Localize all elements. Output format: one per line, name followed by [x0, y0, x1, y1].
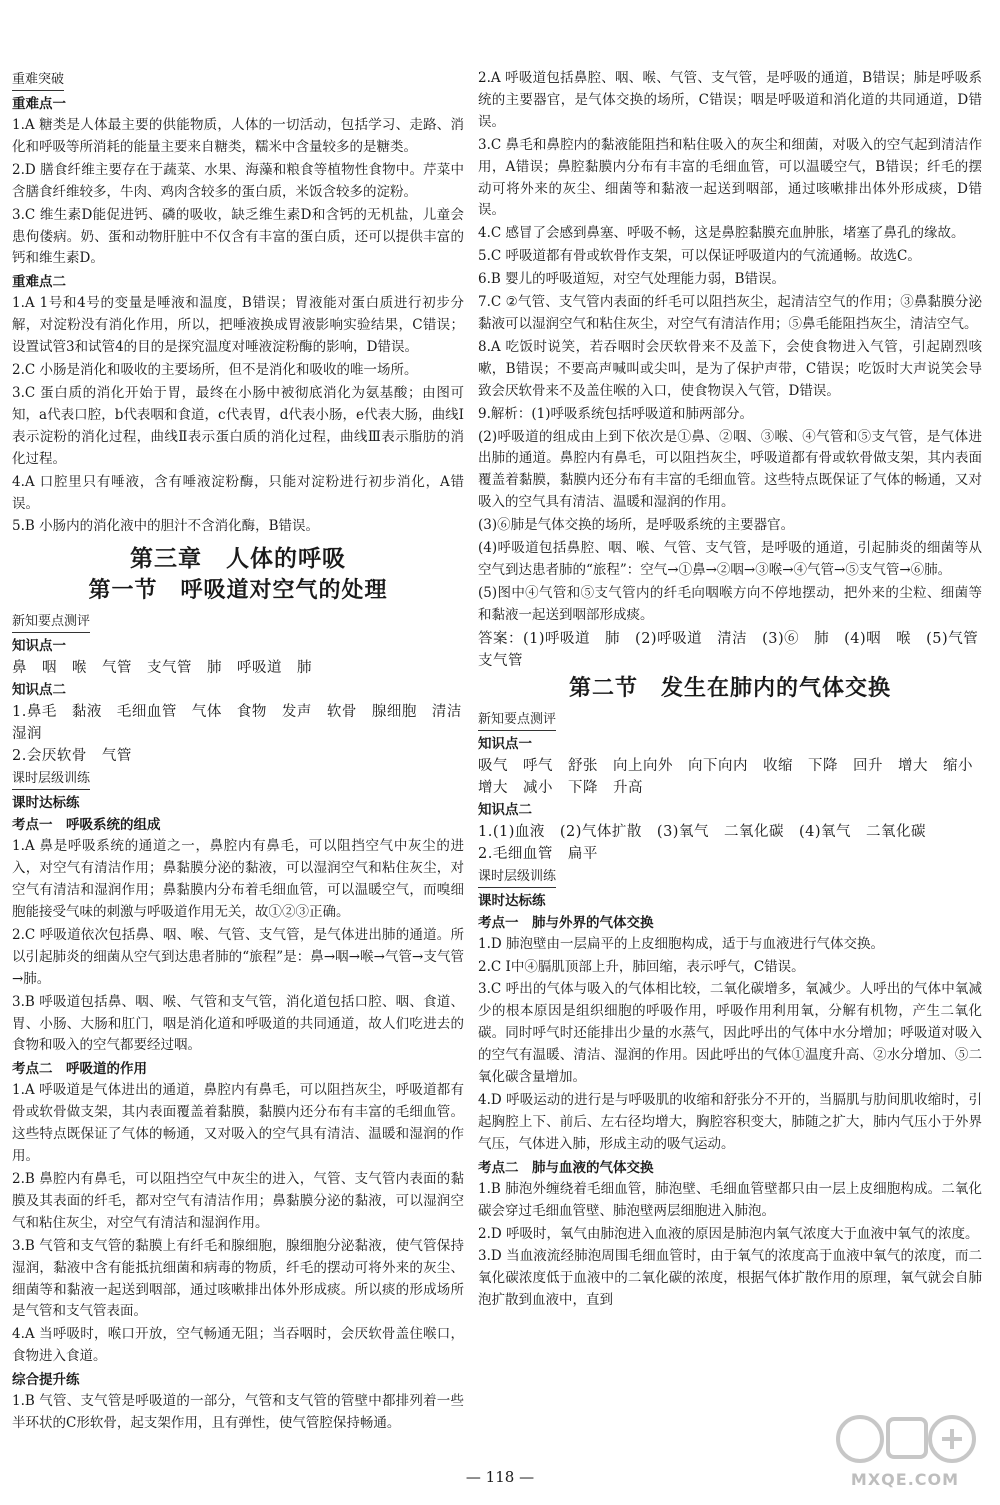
- answer-item: (5)图中④气管和⑤支气管内的纤毛向咽喉方向不停地摆动，把外来的尘粒、细菌等和黏液一起送到咽部形成痰。: [478, 584, 982, 623]
- answer-item: 2.B 鼻腔内有鼻毛，可以阻挡空气中灰尘的进入，气管、支气管内表面的黏膜及其表面的纤毛，都对空气有清洁作用；鼻黏膜分泌的黏液，可以湿润空气和粘住灰尘，对空气有清洁和湿润作用。: [12, 1171, 464, 1231]
- watermark-text: MXQE.COM: [850, 1470, 960, 1489]
- answer-line: 鼻 咽 喉 气管 支气管 肺 呼吸道 肺: [12, 660, 312, 677]
- answer-item: 2.C 呼吸道依次包括鼻、咽、喉、气管、支气管，是气体进出肺的通道。所以引起肺炎的细菌从空气到达患者肺的“旅程”是：鼻→咽→喉→气管→支气管→肺。: [12, 926, 464, 987]
- answer-item: 1.A 1号和4号的变量是唾液和温度，B错误；胃液能对蛋白质进行初步分解，对淀粉没有消化作用，所以，把唾液换成胃液影响实验结果，C错误；设置试管3和试管4的目的是探究温度对唾液淀粉酶的影响，D错误。: [12, 295, 464, 356]
- answer-item: (4)呼吸道包括鼻腔、咽、喉、气管、支气管，是呼吸的通道，引起肺炎的细菌等从空气到达患者肺的“旅程”：空气→①鼻→②咽→③喉→④气管→⑤支气管→⑥肺。: [478, 540, 982, 578]
- section-heading: 课时达标练: [12, 795, 80, 812]
- answer-item: 2.D 膳食纤维主要存在于蔬菜、水果、海藻和粮食等植物性食物中。芹菜中含膳食纤维较多，牛肉、鸡肉含较多的蛋白质，米饭含较多的淀粉。: [12, 161, 464, 200]
- answer-item: 9.解析：(1)呼吸系统包括呼吸道和肺两部分。: [478, 405, 754, 422]
- answer-item: 3.D 当血液流经肺泡周围毛细血管时，由于氧气的浓度高于血液中氧气的浓度，而二氧化碳浓度低于血液中的二氧化碳的浓度，根据气体扩散作用的原理，氧气就会自肺泡扩散到血液中，直到: [478, 1248, 982, 1309]
- answer-item: 8.A 吃饭时说笑，若吞咽时会厌软骨来不及盖下，会使食物进入气管，引起剧烈咳嗽，B错误；不要高声喊叫或尖叫，是为了保护声带，C错误；吃饭时大声说笑会导致会厌软骨来不及盖住喉的入口，使食物误入气管，D错误。: [478, 338, 982, 399]
- watermark-logo: [830, 1411, 980, 1489]
- section-tag: 课时层级训练: [12, 769, 90, 790]
- left-column: [12, 68, 477, 1436]
- answer-item: 2.C Ⅰ中④膈肌顶部上升，肺回缩，表示呼气，C错误。: [478, 958, 805, 975]
- answer-item: 2.D 呼吸时，氧气由肺泡进入血液的原因是肺泡内氧气浓度大于血液中氧气的浓度。: [478, 1225, 979, 1242]
- answer-item: 1.B 气管、支气管是呼吸道的一部分，气管和支气管的管壁中都排列着一些半环状的C形软骨，起支架作用，且有弹性，使气管腔保持畅通。: [12, 1393, 464, 1432]
- section-heading: 重难点二: [12, 274, 66, 291]
- answer-item: 2.A 呼吸道包括鼻腔、咽、喉、气管、支气管，是呼吸的通道，B错误；肺是呼吸系统的主要器官，是气体交换的场所，C错误；咽是呼吸道和消化道的共同通道，D错误。: [478, 70, 982, 130]
- answer-item: 7.C ②气管、支气管内表面的纤毛可以阻挡灰尘，起清洁空气的作用；③鼻黏膜分泌黏液可以湿润空气和粘住灰尘，对空气有清洁作用；⑤鼻毛能阻挡灰尘，清洁空气。: [478, 294, 982, 332]
- answer-line: 2.毛细血管 扁平: [478, 845, 598, 862]
- section-heading: 知识点二: [12, 682, 66, 699]
- answer-item: 4.C 感冒了会感到鼻塞、呼吸不畅，这是鼻腔黏膜充血肿胀，堵塞了鼻孔的缘故。: [478, 225, 965, 242]
- answer-item: 2.C 小肠是消化和吸收的主要场所，但不是消化和吸收的唯一场所。: [12, 362, 418, 379]
- section-heading: 知识点一: [478, 735, 532, 752]
- answer-line: 吸气 呼气 舒张 向上向外 向下向内 收缩 下降 回升 增大 缩小 增大 减小 下降 升高: [478, 757, 988, 796]
- chapter-title: 第三章 人体的呼吸: [130, 546, 346, 573]
- section-heading: 考点一 肺与外界的气体交换: [478, 914, 654, 931]
- answer-item: 3.B 呼吸道包括鼻、咽、喉、气管和支气管，消化道包括口腔、咽、食道、胃、小肠、大肠和肛门，咽是消化道和呼吸道的共同通道，故人们吃进去的食物和吸入的空气都要经过咽。: [12, 993, 464, 1054]
- answer-item: 4.A 当呼吸时，喉口开放，空气畅通无阻；当吞咽时，会厌软骨盖住喉口，食物进入食道。: [12, 1326, 464, 1365]
- answer-item: 3.C 蛋白质的消化开始于胃，最终在小肠中被彻底消化为氨基酸；由图可知，a代表口腔，b代表咽和食道，c代表胃，d代表小肠，e代表大肠，曲线Ⅰ表示淀粉的消化过程，曲线Ⅱ表示蛋白质的消化过程，曲线Ⅲ表示脂肪的消化过程。: [12, 384, 464, 467]
- answer-line: 答案：(1)呼吸道 肺 (2)呼吸道 清洁 (3)⑥ 肺 (4)咽 喉 (5)气管 支气管: [478, 630, 994, 669]
- answer-item: (2)呼吸道的组成由上到下依次是①鼻、②咽、③喉、④气管和⑤支气管，是气体进出肺的通道。鼻腔内有鼻毛，可以阻挡灰尘，呼吸道都有骨或软骨做支架，其内表面覆盖着黏膜，黏膜内还分布有丰富的毛细血管。这些特点既保证了气体的畅通，又对吸入的空气具有清洁、温暖和湿润的作用。: [478, 428, 982, 511]
- page-number: — 118 —: [465, 1468, 535, 1486]
- answer-line: 1.鼻毛 黏液 毛细血管 气体 食物 发声 软骨 腺细胞 清洁 湿润: [12, 704, 477, 743]
- answer-item: 1.A 糖类是人体最主要的供能物质，人体的一切活动，包括学习、走路、消化和呼吸等所消耗的能量主要来自糖类，糯米中含量较多的是糖类。: [12, 117, 464, 155]
- section-heading: 综合提升练: [12, 1372, 80, 1389]
- section-heading: 考点一 呼吸系统的组成: [12, 817, 161, 834]
- section-heading: 知识点一: [12, 638, 66, 655]
- section-heading: 知识点二: [478, 801, 532, 818]
- answer-item: 1.A 呼吸道是气体进出的通道，鼻腔内有鼻毛，可以阻挡灰尘，呼吸道都有骨或软骨做支架，其内表面覆盖着黏膜，黏膜内还分布有丰富的毛细血管。这些特点既保证了气体的畅通，又对吸入的空气具有清洁、温暖和湿润的作用。: [12, 1082, 464, 1165]
- section-tag: 新知要点测评: [12, 612, 90, 633]
- answer-item: 4.D 呼吸运动的进行是与呼吸肌的收缩和舒张分不开的，当膈肌与肋间肌收缩时，引起胸腔上下、前后、左右径均增大，胸腔容积变大，肺随之扩大，肺内气压小于外界气压，气体进入肺，形成主动的吸气运动。: [478, 1092, 982, 1152]
- answer-item: 1.D 肺泡壁由一层扁平的上皮细胞构成，适于与血液进行气体交换。: [478, 935, 884, 952]
- section-tag: 课时层级训练: [478, 867, 556, 888]
- answer-item: 3.C 鼻毛和鼻腔内的黏液能阻挡和粘住吸入的灰尘和细菌，对吸入的空气起到清洁作用，A错误；鼻腔黏膜内分布有丰富的毛细血管，可以温暖空气，B错误；纤毛的摆动可将外来的灰尘、细菌等和黏液一起送到咽部，通过咳嗽排出体外形成痰，D错误。: [478, 136, 982, 219]
- section-heading: 课时达标练: [478, 892, 546, 909]
- answer-item: 5.B 小肠内的消化液中的胆汁不含消化酶，B错误。: [12, 518, 320, 535]
- section-heading: 考点二 呼吸道的作用: [12, 1061, 147, 1078]
- answer-item: 4.A 口腔里只有唾液，含有唾液淀粉酶，只能对淀粉进行初步消化，A错误。: [12, 473, 464, 512]
- answer-item: 5.C 呼吸道都有骨或软骨作支架，可以保证呼吸道内的气流通畅。故选C。: [478, 248, 921, 265]
- section-tag: 新知要点测评: [478, 710, 556, 731]
- answer-item: (3)⑥肺是气体交换的场所，是呼吸系统的主要器官。: [478, 517, 795, 534]
- right-column: [478, 68, 994, 1313]
- section-heading: 考点二 肺与血液的气体交换: [478, 1159, 654, 1176]
- watermark-emblem-icon: [830, 1411, 980, 1467]
- section-tag: 重难突破: [12, 70, 64, 91]
- answer-item: 3.B 气管和支气管的黏膜上有纤毛和腺细胞，腺细胞分泌黏液，使气管保持湿润，黏液中含有能抵抗细菌和病毒的物质，纤毛的摆动可将外来的灰尘、细菌等和黏液一起送到咽部，通过咳嗽排出体外形成痰。所以痰的形成场所是气管和支气管表面。: [12, 1237, 464, 1320]
- answer-item: 3.C 呼出的气体与吸入的气体相比较，二氧化碳增多，氧减少。人呼出的气体中氧减少的根本原因是组织细胞的呼吸作用，呼吸作用利用氧，分解有机物，产生二氧化碳。同时呼气时还能排出少量的水蒸气，因此呼出的气体中水分增加；呼吸道对吸入的空气有温暖、清洁、湿润的作用。因此呼出的气体①温度升高、②水分增加、⑤二氧化碳含量增加。: [478, 981, 982, 1086]
- answer-line: 2.会厌软骨 气管: [12, 748, 132, 765]
- section-heading: 重难点一: [12, 96, 66, 112]
- answer-line: 1.(1)血液 (2)气体扩散 (3)氧气 二氧化碳 (4)氧气 二氧化碳: [478, 823, 926, 840]
- section-title: 第一节 呼吸道对空气的处理: [88, 578, 388, 604]
- answer-item: 1.A 鼻是呼吸系统的通道之一，鼻腔内有鼻毛，可以阻挡空气中灰尘的进入，对空气有清洁作用；鼻黏膜分泌的黏液，可以湿润空气和粘住灰尘，对空气有清洁和湿润作用；鼻黏膜内分布着毛细血管，可以温暖空气，而嗅细胞能接受气味的刺激与呼吸道作用无关，故①②③正确。: [12, 838, 464, 921]
- answer-item: 6.B 婴儿的呼吸道短，对空气处理能力弱，B错误。: [478, 271, 786, 288]
- answer-item: 3.C 维生素D能促进钙、磷的吸收，缺乏维生素D和含钙的无机盐，儿童会患佝偻病。奶、蛋和动物肝脏中不仅含有丰富的蛋白质，还可以提供丰富的钙和维生素D。: [12, 206, 464, 267]
- section-title: 第二节 发生在肺内的气体交换: [568, 675, 891, 701]
- answer-item: 1.B 肺泡外缠绕着毛细血管，肺泡壁、毛细血管壁都只由一层上皮细胞构成。二氧化碳会穿过毛细血管壁、肺泡壁两层细胞进入肺泡。: [478, 1180, 982, 1219]
